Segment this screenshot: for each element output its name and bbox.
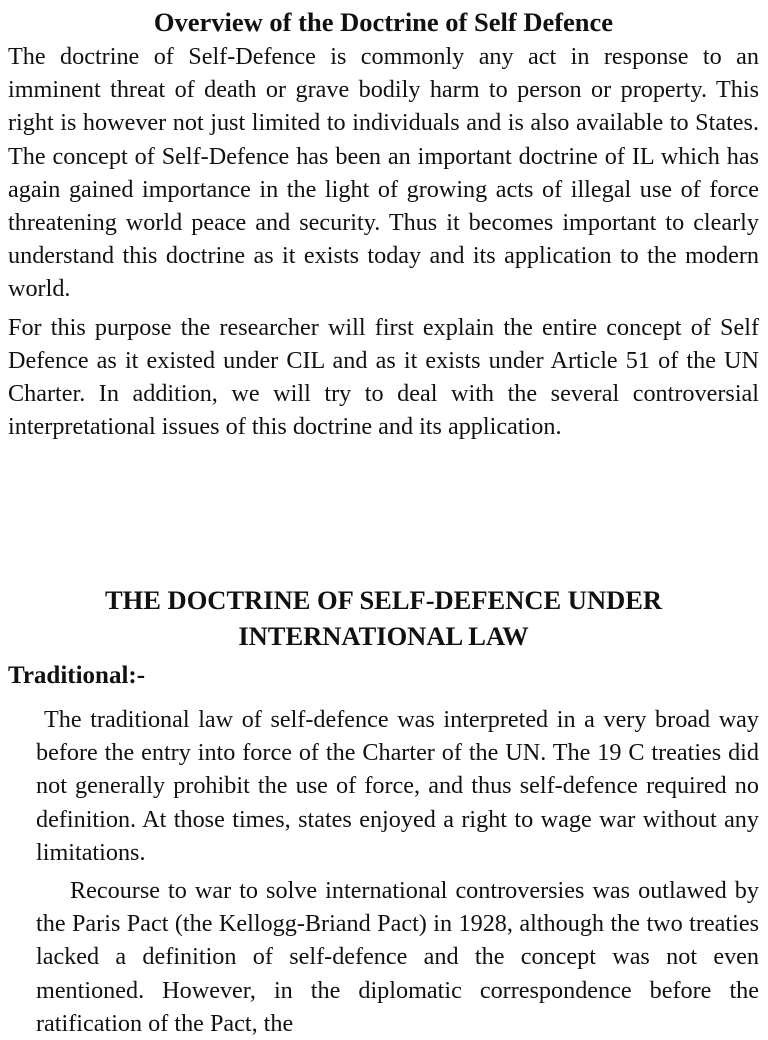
- section-paragraph-block-2: [36, 874, 759, 1040]
- intro-paragraph-2: For this purpose the researcher will first explain the entire concept of Self Defence as it existed under CIL and as it exists under Article 51 of the UN Charter. In addition, we will try to deal with the several controversial interpretational issues of this doctrine and its application.: [8, 313, 759, 441]
- page-title: Overview of the Doctrine of Self Defence: [153, 7, 614, 37]
- section-paragraph-1: The traditional law of self-defence was interpreted in a very broad way before the entry into force of the Charter of the UN. The 19 C treaties did not generally prohibit the use of force, and thus self-defence required no definition. At those times, states enjoyed a right to wage war without any limitations.: [36, 706, 759, 866]
- intro-paragraph-1: The doctrine of Self-Defence is commonly any act in response to an imminent threat of death or grave bodily harm to person or property. This right is however not just limited to individuals and is also available to States. The concept of Self-Defence has been an important doctrine of IL which has again gained importance in the light of growing acts of illegal use of force threatening world peace and security. Thus it becomes important to clearly understand this doctrine as it exists today and its application to the modern world.: [8, 43, 759, 303]
- section-heading: THE DOCTRINE OF SELF-DEFENCE UNDER INTERNATIONAL LAW: [104, 585, 663, 651]
- document-page: [8, 4, 759, 1037]
- section-paragraph-block-1: [36, 703, 759, 869]
- section-subheading: Traditional:-: [8, 662, 146, 689]
- section-paragraph-2: Recourse to war to solve international controversies was outlawed by the Paris Pact (the Kellogg-Briand Pact) in 1928, although the two treaties lacked a definition of self-defence and the concept was not even mentioned. However, in the diplomatic correspondence before the ratification of the Pact, the: [36, 877, 759, 1037]
